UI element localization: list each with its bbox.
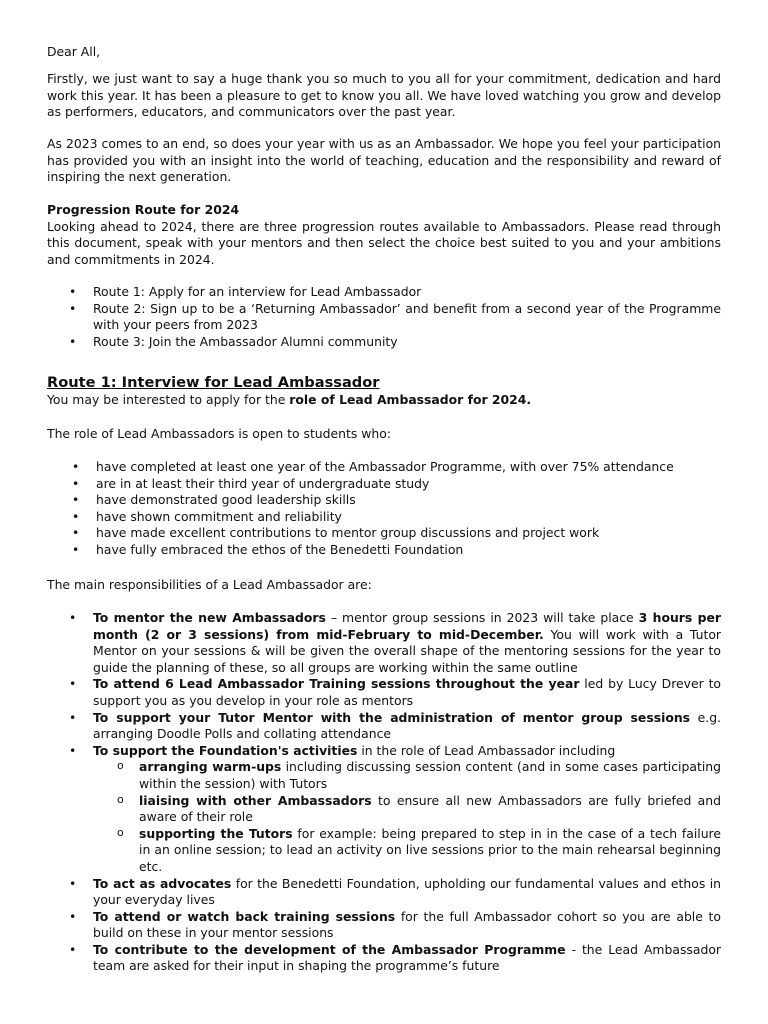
responsibilities-list [47, 610, 721, 975]
list-item-route-1: • Route 1: Apply for an interview for Lead Ambassador [47, 284, 721, 301]
list-item-route-3: • Route 3: Join the Ambassador Alumni community [47, 334, 721, 351]
greeting: Dear All, [47, 44, 101, 59]
sub-item-warm-ups: o arranging warm-ups including discussing session content (and in some cases participating within the session) with Tutors [47, 759, 721, 792]
sub-item-liaising: o liaising with other Ambassadors to ensure all new Ambassadors are fully briefed and aware of their role [47, 793, 721, 826]
list-item-resp-admin: • To support your Tutor Mentor with the administration of mentor group sessions e.g. arranging Doodle Polls and collating attendance [47, 710, 721, 743]
list-item-criteria-3: • have demonstrated good leadership skills [47, 492, 721, 509]
list-item-resp-training: • To attend 6 Lead Ambassador Training sessions throughout the year led by Lucy Drever to support you as you develop in your role as mentors [47, 676, 721, 709]
list-item-criteria-2: • are in at least their third year of undergraduate study [47, 476, 721, 493]
list-item-resp-training-sessions: • To attend or watch back training sessions for the full Ambassador cohort so you are able to build on these in your mentor sessions [47, 909, 721, 942]
progression-heading: Progression Route for 2024 [47, 202, 240, 217]
sub-item-supporting-tutors: o supporting the Tutors for example: being prepared to step in in the case of a tech failure in an online session; to lead an activity on live sessions prior to the main rehearsal beginning etc. [47, 826, 721, 876]
list-item-resp-development: • To contribute to the development of the Ambassador Programme - the Lead Ambassador team are asked for their input in shaping the programme’s future [47, 942, 721, 975]
route1-interest: You may be interested to apply for the role of Lead Ambassador for 2024. [47, 392, 532, 407]
intro-paragraph-1: Firstly, we just want to say a huge thank you so much to you all for your commitment, dedication and hard work this year. It has been a pleasure to get to know you all. We have loved watching you grow and develop as performers, educators, and communicators over the past year. [47, 71, 721, 120]
responsibilities-intro: The main responsibilities of a Lead Ambassador are: [47, 577, 372, 592]
criteria-list [47, 459, 721, 559]
list-item-resp-mentor: • To mentor the new Ambassadors – mentor group sessions in 2023 will take place 3 hours per month (2 or 3 sessions) from mid-February to mid-December. You will work with a Tutor Mentor on your sessions & will be given the overall shape of the mentoring sessions for the year to guide the planning of these, so all groups are working within the same outline [47, 610, 721, 676]
list-item-criteria-4: • have shown commitment and reliability [47, 509, 721, 526]
intro-paragraph-2: As 2023 comes to an end, so does your year with us as an Ambassador. We hope you feel your participation has provided you with an insight into the world of teaching, education and the responsibility and reward of inspiring the next generation. [47, 136, 721, 185]
activities-sublist [47, 759, 721, 875]
list-item-resp-advocates: • To act as advocates for the Benedetti Foundation, upholding our fundamental values and ethos in your everyday lives [47, 876, 721, 909]
route1-heading-block [47, 374, 721, 409]
list-item-criteria-5: • have made excellent contributions to mentor group discussions and project work [47, 525, 721, 542]
list-item-criteria-1: • have completed at least one year of the Ambassador Programme, with over 75% attendance [47, 459, 721, 476]
routes-list [47, 284, 721, 350]
route1-open-to: The role of Lead Ambassadors is open to students who: [47, 426, 391, 441]
progression-section [47, 202, 721, 268]
list-item-criteria-6: • have fully embraced the ethos of the Benedetti Foundation [47, 542, 721, 559]
progression-text: Looking ahead to 2024, there are three progression routes available to Ambassadors. Please read through this document, speak with your mentors and then select the choice best suited to you and your ambitions and commitments in 2024. [47, 218, 721, 267]
list-item-route-2: • Route 2: Sign up to be a ‘Returning Ambassador’ and benefit from a second year of the Programme with your peers from 2023 [47, 301, 721, 334]
route1-title: Route 1: Interview for Lead Ambassador [47, 374, 380, 391]
list-item-resp-activities: • To support the Foundation's activities in the role of Lead Ambassador including o arranging warm-ups including discussing session content (and in some cases participating within the session) with Tutors o liaising with other Ambassadors to ensure all new Ambassadors are fully briefed and aware of their role o supporting the Tutors for example: being prepared to step in in the case of a tech failure in an online session; to lead an activity on live sessions prior to the main rehearsal beginning etc. [47, 743, 721, 876]
